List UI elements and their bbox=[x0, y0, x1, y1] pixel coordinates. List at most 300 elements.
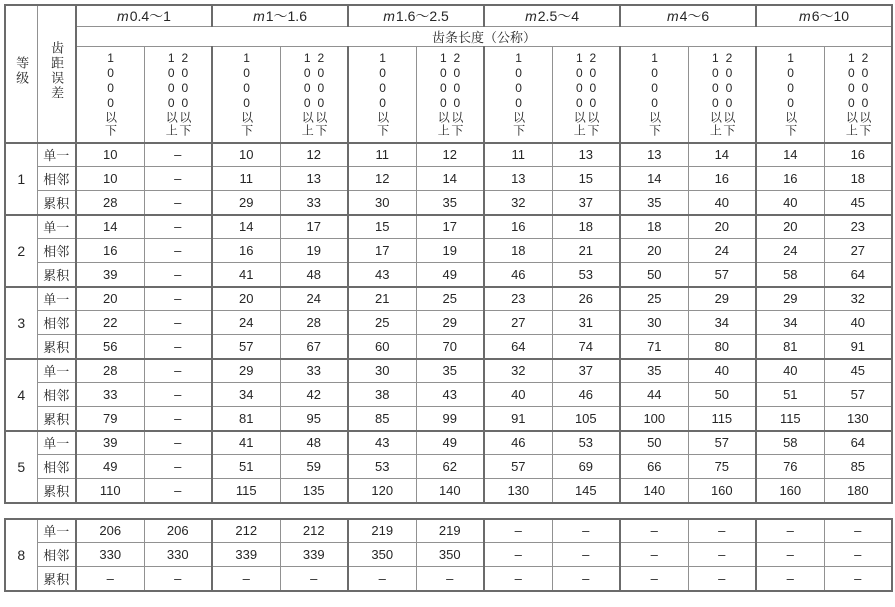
length-limit-header bbox=[348, 47, 416, 143]
module-range-header bbox=[756, 5, 892, 27]
length-limit-wrap bbox=[553, 47, 620, 142]
table-row bbox=[5, 167, 892, 191]
value-cell: 339 bbox=[280, 543, 348, 567]
value-cell: 29 bbox=[756, 287, 824, 311]
value-cell: – bbox=[688, 543, 756, 567]
value-cell: – bbox=[824, 567, 892, 591]
value-cell: 35 bbox=[416, 191, 484, 215]
value-cell: – bbox=[756, 543, 824, 567]
value-cell: – bbox=[144, 567, 212, 591]
value-cell: 31 bbox=[552, 311, 620, 335]
value-cell: – bbox=[144, 143, 212, 167]
corner-header-grade bbox=[5, 5, 37, 143]
grade-cell: 2 bbox=[5, 215, 37, 287]
length-limit-text: 1000以下 bbox=[783, 51, 798, 138]
value-cell: 81 bbox=[756, 335, 824, 359]
value-cell: 15 bbox=[348, 215, 416, 239]
table-row bbox=[5, 215, 892, 239]
value-cell: 10 bbox=[76, 167, 144, 191]
value-cell: 14 bbox=[688, 143, 756, 167]
value-cell: 20 bbox=[212, 287, 280, 311]
value-cell: – bbox=[144, 263, 212, 287]
value-cell: 21 bbox=[348, 287, 416, 311]
value-cell: 53 bbox=[348, 455, 416, 479]
value-cell: – bbox=[484, 567, 552, 591]
table-row bbox=[5, 263, 892, 287]
error-type-label: 相邻 bbox=[37, 167, 76, 191]
value-cell: 15 bbox=[552, 167, 620, 191]
error-type-label: 单一 bbox=[37, 359, 76, 383]
value-cell: 57 bbox=[212, 335, 280, 359]
value-cell: 34 bbox=[756, 311, 824, 335]
value-cell: 12 bbox=[416, 143, 484, 167]
value-cell: 17 bbox=[416, 215, 484, 239]
value-cell: 43 bbox=[348, 263, 416, 287]
error-type-label: 相邻 bbox=[37, 383, 76, 407]
value-cell: – bbox=[280, 567, 348, 591]
value-cell: 58 bbox=[756, 263, 824, 287]
value-cell: 24 bbox=[756, 239, 824, 263]
value-cell: 44 bbox=[620, 383, 688, 407]
value-cell: 33 bbox=[76, 383, 144, 407]
error-type-label: 累积 bbox=[37, 335, 76, 359]
module-range-header bbox=[212, 5, 348, 27]
value-cell: – bbox=[144, 287, 212, 311]
value-cell: 51 bbox=[212, 455, 280, 479]
value-cell: 18 bbox=[620, 215, 688, 239]
length-limit-header bbox=[688, 47, 756, 143]
value-cell: 20 bbox=[620, 239, 688, 263]
value-cell: 57 bbox=[688, 431, 756, 455]
value-cell: 40 bbox=[688, 359, 756, 383]
grade-8-pitch-error-table bbox=[4, 518, 893, 592]
length-limit-text: 2000以下 bbox=[177, 51, 192, 138]
length-limit-wrap bbox=[485, 47, 552, 142]
value-cell: 20 bbox=[76, 287, 144, 311]
value-cell: – bbox=[756, 519, 824, 543]
value-cell: 219 bbox=[416, 519, 484, 543]
value-cell: 330 bbox=[144, 543, 212, 567]
header-row-limits bbox=[5, 47, 892, 143]
value-cell: 120 bbox=[348, 479, 416, 503]
length-limit-header bbox=[484, 47, 552, 143]
value-cell: 41 bbox=[212, 263, 280, 287]
table-row bbox=[5, 143, 892, 167]
value-cell: 64 bbox=[824, 431, 892, 455]
length-limit-text: 2000以下 bbox=[313, 51, 328, 138]
value-cell: 13 bbox=[620, 143, 688, 167]
value-cell: – bbox=[144, 191, 212, 215]
length-limit-header bbox=[552, 47, 620, 143]
value-cell: 29 bbox=[416, 311, 484, 335]
value-cell: 212 bbox=[280, 519, 348, 543]
value-cell: 42 bbox=[280, 383, 348, 407]
length-limit-wrap bbox=[621, 47, 688, 142]
value-cell: 80 bbox=[688, 335, 756, 359]
value-cell: 26 bbox=[552, 287, 620, 311]
value-cell: 29 bbox=[212, 191, 280, 215]
value-cell: 28 bbox=[76, 191, 144, 215]
value-cell: 46 bbox=[484, 431, 552, 455]
value-cell: 12 bbox=[280, 143, 348, 167]
length-limit-wrap bbox=[213, 47, 280, 142]
value-cell: 64 bbox=[484, 335, 552, 359]
length-limit-wrap bbox=[77, 47, 144, 142]
value-cell: – bbox=[824, 519, 892, 543]
module-range-header bbox=[484, 5, 620, 27]
length-limit-text: 1000以上 bbox=[844, 51, 859, 138]
value-cell: 110 bbox=[76, 479, 144, 503]
value-cell: 32 bbox=[484, 359, 552, 383]
module-range: 0.4～1 bbox=[129, 8, 171, 24]
module-prefix: m bbox=[117, 8, 129, 24]
value-cell: 51 bbox=[756, 383, 824, 407]
length-limit-text: 1000以下 bbox=[511, 51, 526, 138]
value-cell: – bbox=[144, 407, 212, 431]
value-cell: 50 bbox=[688, 383, 756, 407]
value-cell: 29 bbox=[212, 359, 280, 383]
value-cell: 70 bbox=[416, 335, 484, 359]
value-cell: 13 bbox=[552, 143, 620, 167]
value-cell: 219 bbox=[348, 519, 416, 543]
module-prefix: m bbox=[253, 8, 265, 24]
value-cell: 99 bbox=[416, 407, 484, 431]
value-cell: 115 bbox=[756, 407, 824, 431]
grade-cell: 8 bbox=[5, 519, 37, 591]
value-cell: 32 bbox=[484, 191, 552, 215]
error-type-label: 单一 bbox=[37, 431, 76, 455]
error-type-label: 单一 bbox=[37, 519, 76, 543]
length-limit-header bbox=[620, 47, 688, 143]
length-limit-header bbox=[280, 47, 348, 143]
value-cell: – bbox=[416, 567, 484, 591]
value-cell: 57 bbox=[484, 455, 552, 479]
value-cell: 76 bbox=[756, 455, 824, 479]
error-type-label: 累积 bbox=[37, 191, 76, 215]
value-cell: – bbox=[484, 543, 552, 567]
value-cell: 23 bbox=[824, 215, 892, 239]
value-cell: 206 bbox=[144, 519, 212, 543]
value-cell: – bbox=[620, 543, 688, 567]
table-row bbox=[5, 519, 892, 543]
table-row bbox=[5, 311, 892, 335]
value-cell: – bbox=[144, 239, 212, 263]
module-range-header bbox=[76, 5, 212, 27]
value-cell: 28 bbox=[76, 359, 144, 383]
value-cell: 16 bbox=[484, 215, 552, 239]
value-cell: 24 bbox=[212, 311, 280, 335]
value-cell: – bbox=[76, 567, 144, 591]
value-cell: 23 bbox=[484, 287, 552, 311]
value-cell: 130 bbox=[824, 407, 892, 431]
error-type-label: 相邻 bbox=[37, 543, 76, 567]
corner-header-label: 等级 bbox=[14, 56, 30, 87]
value-cell: 41 bbox=[212, 431, 280, 455]
value-cell: 11 bbox=[484, 143, 552, 167]
length-limit-text: 1000以上 bbox=[572, 51, 587, 138]
value-cell: 25 bbox=[416, 287, 484, 311]
module-prefix: m bbox=[799, 8, 811, 24]
corner-header-label: 齿距误差 bbox=[49, 41, 65, 102]
table-row bbox=[5, 431, 892, 455]
table-row bbox=[5, 407, 892, 431]
error-type-label: 累积 bbox=[37, 479, 76, 503]
value-cell: – bbox=[484, 519, 552, 543]
value-cell: – bbox=[144, 359, 212, 383]
length-limit-wrap bbox=[145, 47, 212, 142]
value-cell: 20 bbox=[756, 215, 824, 239]
value-cell: 49 bbox=[76, 455, 144, 479]
value-cell: 45 bbox=[824, 359, 892, 383]
value-cell: 75 bbox=[688, 455, 756, 479]
value-cell: 160 bbox=[688, 479, 756, 503]
value-cell: 95 bbox=[280, 407, 348, 431]
value-cell: 57 bbox=[824, 383, 892, 407]
value-cell: 40 bbox=[756, 191, 824, 215]
length-limit-header bbox=[416, 47, 484, 143]
table-row bbox=[5, 383, 892, 407]
value-cell: 64 bbox=[824, 263, 892, 287]
length-limit-wrap bbox=[689, 47, 756, 142]
table-row bbox=[5, 543, 892, 567]
module-prefix: m bbox=[383, 8, 395, 24]
value-cell: 46 bbox=[484, 263, 552, 287]
value-cell: 14 bbox=[212, 215, 280, 239]
length-limit-text: 2000以下 bbox=[585, 51, 600, 138]
length-limit-text: 1000以下 bbox=[239, 51, 254, 138]
value-cell: 35 bbox=[620, 359, 688, 383]
value-cell: 40 bbox=[756, 359, 824, 383]
value-cell: 27 bbox=[824, 239, 892, 263]
value-cell: 160 bbox=[756, 479, 824, 503]
value-cell: 130 bbox=[484, 479, 552, 503]
value-cell: 24 bbox=[688, 239, 756, 263]
length-limit-header bbox=[212, 47, 280, 143]
module-range: 2.5～4 bbox=[537, 8, 580, 24]
value-cell: 39 bbox=[76, 431, 144, 455]
length-limit-wrap bbox=[825, 47, 892, 142]
value-cell: 140 bbox=[416, 479, 484, 503]
value-cell: – bbox=[144, 311, 212, 335]
value-cell: 57 bbox=[688, 263, 756, 287]
value-cell: 14 bbox=[416, 167, 484, 191]
value-cell: 32 bbox=[824, 287, 892, 311]
value-cell: 135 bbox=[280, 479, 348, 503]
value-cell: 24 bbox=[280, 287, 348, 311]
length-limit-text: 1000以上 bbox=[164, 51, 179, 138]
value-cell: 34 bbox=[688, 311, 756, 335]
value-cell: 53 bbox=[552, 263, 620, 287]
value-cell: 14 bbox=[756, 143, 824, 167]
value-cell: – bbox=[212, 567, 280, 591]
value-cell: 48 bbox=[280, 263, 348, 287]
length-limit-text: 1000以下 bbox=[647, 51, 662, 138]
table-row bbox=[5, 191, 892, 215]
module-range-header bbox=[348, 5, 484, 27]
header-row-modules bbox=[5, 5, 892, 27]
length-limit-text: 1000以上 bbox=[300, 51, 315, 138]
value-cell: 140 bbox=[620, 479, 688, 503]
value-cell: 11 bbox=[348, 143, 416, 167]
value-cell: 330 bbox=[76, 543, 144, 567]
value-cell: 35 bbox=[416, 359, 484, 383]
value-cell: – bbox=[688, 567, 756, 591]
value-cell: 66 bbox=[620, 455, 688, 479]
value-cell: – bbox=[756, 567, 824, 591]
value-cell: 67 bbox=[280, 335, 348, 359]
length-limit-text: 1000以上 bbox=[436, 51, 451, 138]
value-cell: 180 bbox=[824, 479, 892, 503]
table-row bbox=[5, 239, 892, 263]
value-cell: – bbox=[552, 519, 620, 543]
value-cell: 45 bbox=[824, 191, 892, 215]
module-prefix: m bbox=[666, 8, 679, 24]
value-cell: 115 bbox=[212, 479, 280, 503]
table-gap bbox=[4, 504, 891, 518]
value-cell: 35 bbox=[620, 191, 688, 215]
value-cell: 34 bbox=[212, 383, 280, 407]
length-limit-text: 2000以下 bbox=[449, 51, 464, 138]
value-cell: 16 bbox=[688, 167, 756, 191]
length-limit-wrap bbox=[349, 47, 416, 142]
value-cell: 206 bbox=[76, 519, 144, 543]
grade-cell: 4 bbox=[5, 359, 37, 431]
value-cell: 56 bbox=[76, 335, 144, 359]
value-cell: 30 bbox=[348, 191, 416, 215]
value-cell: – bbox=[144, 215, 212, 239]
value-cell: 18 bbox=[552, 215, 620, 239]
value-cell: 25 bbox=[620, 287, 688, 311]
module-range: 4～6 bbox=[679, 8, 710, 24]
value-cell: 145 bbox=[552, 479, 620, 503]
value-cell: – bbox=[552, 567, 620, 591]
table-row bbox=[5, 359, 892, 383]
module-range: 1.6～2.5 bbox=[395, 8, 449, 24]
module-range-header bbox=[620, 5, 756, 27]
value-cell: 30 bbox=[348, 359, 416, 383]
value-cell: 12 bbox=[348, 167, 416, 191]
value-cell: 74 bbox=[552, 335, 620, 359]
value-cell: 21 bbox=[552, 239, 620, 263]
value-cell: 49 bbox=[416, 431, 484, 455]
grade-cell: 5 bbox=[5, 431, 37, 503]
value-cell: 33 bbox=[280, 191, 348, 215]
length-limit-text: 2000以下 bbox=[857, 51, 872, 138]
length-limit-header bbox=[824, 47, 892, 143]
error-type-label: 单一 bbox=[37, 143, 76, 167]
value-cell: 43 bbox=[348, 431, 416, 455]
value-cell: 13 bbox=[280, 167, 348, 191]
table-row bbox=[5, 455, 892, 479]
value-cell: 29 bbox=[688, 287, 756, 311]
value-cell: – bbox=[620, 567, 688, 591]
value-cell: 20 bbox=[688, 215, 756, 239]
error-type-label: 累积 bbox=[37, 407, 76, 431]
length-limit-text: 2000以下 bbox=[721, 51, 736, 138]
value-cell: 11 bbox=[212, 167, 280, 191]
length-limit-header bbox=[756, 47, 824, 143]
value-cell: 19 bbox=[280, 239, 348, 263]
table-row bbox=[5, 479, 892, 503]
error-type-label: 相邻 bbox=[37, 455, 76, 479]
length-limit-header bbox=[144, 47, 212, 143]
value-cell: – bbox=[144, 335, 212, 359]
value-cell: 33 bbox=[280, 359, 348, 383]
grade-cell: 1 bbox=[5, 143, 37, 215]
value-cell: – bbox=[144, 431, 212, 455]
value-cell: 22 bbox=[76, 311, 144, 335]
value-cell: 40 bbox=[824, 311, 892, 335]
table-row bbox=[5, 567, 892, 591]
error-type-label: 相邻 bbox=[37, 311, 76, 335]
error-type-label: 单一 bbox=[37, 287, 76, 311]
value-cell: 46 bbox=[552, 383, 620, 407]
value-cell: 10 bbox=[212, 143, 280, 167]
length-limit-text: 1000以下 bbox=[375, 51, 390, 138]
value-cell: 350 bbox=[348, 543, 416, 567]
pitch-error-table bbox=[4, 4, 893, 504]
value-cell: – bbox=[620, 519, 688, 543]
value-cell: 30 bbox=[620, 311, 688, 335]
length-limit-text: 1000以上 bbox=[708, 51, 723, 138]
value-cell: 58 bbox=[756, 431, 824, 455]
value-cell: 91 bbox=[824, 335, 892, 359]
value-cell: 40 bbox=[688, 191, 756, 215]
value-cell: 13 bbox=[484, 167, 552, 191]
corner-header-pitch-error bbox=[37, 5, 76, 143]
error-type-label: 累积 bbox=[37, 263, 76, 287]
value-cell: 49 bbox=[416, 263, 484, 287]
value-cell: 69 bbox=[552, 455, 620, 479]
length-limit-wrap bbox=[417, 47, 484, 142]
value-cell: 79 bbox=[76, 407, 144, 431]
value-cell: – bbox=[688, 519, 756, 543]
value-cell: – bbox=[144, 479, 212, 503]
value-cell: 17 bbox=[280, 215, 348, 239]
value-cell: 14 bbox=[620, 167, 688, 191]
grade-cell: 3 bbox=[5, 287, 37, 359]
value-cell: – bbox=[348, 567, 416, 591]
value-cell: 10 bbox=[76, 143, 144, 167]
value-cell: 43 bbox=[416, 383, 484, 407]
header-row-length bbox=[5, 27, 892, 47]
value-cell: 48 bbox=[280, 431, 348, 455]
value-cell: 37 bbox=[552, 191, 620, 215]
value-cell: 16 bbox=[212, 239, 280, 263]
value-cell: 85 bbox=[824, 455, 892, 479]
error-type-label: 累积 bbox=[37, 567, 76, 591]
value-cell: 350 bbox=[416, 543, 484, 567]
error-type-label: 相邻 bbox=[37, 239, 76, 263]
value-cell: 50 bbox=[620, 431, 688, 455]
table-row bbox=[5, 335, 892, 359]
table-row bbox=[5, 287, 892, 311]
value-cell: 18 bbox=[824, 167, 892, 191]
value-cell: 17 bbox=[348, 239, 416, 263]
value-cell: 115 bbox=[688, 407, 756, 431]
value-cell: 50 bbox=[620, 263, 688, 287]
module-range: 1～1.6 bbox=[265, 8, 307, 24]
value-cell: – bbox=[144, 455, 212, 479]
module-prefix: m bbox=[525, 8, 537, 24]
value-cell: 100 bbox=[620, 407, 688, 431]
value-cell: 40 bbox=[484, 383, 552, 407]
value-cell: – bbox=[144, 383, 212, 407]
value-cell: 14 bbox=[76, 215, 144, 239]
value-cell: 38 bbox=[348, 383, 416, 407]
value-cell: 59 bbox=[280, 455, 348, 479]
value-cell: – bbox=[824, 543, 892, 567]
